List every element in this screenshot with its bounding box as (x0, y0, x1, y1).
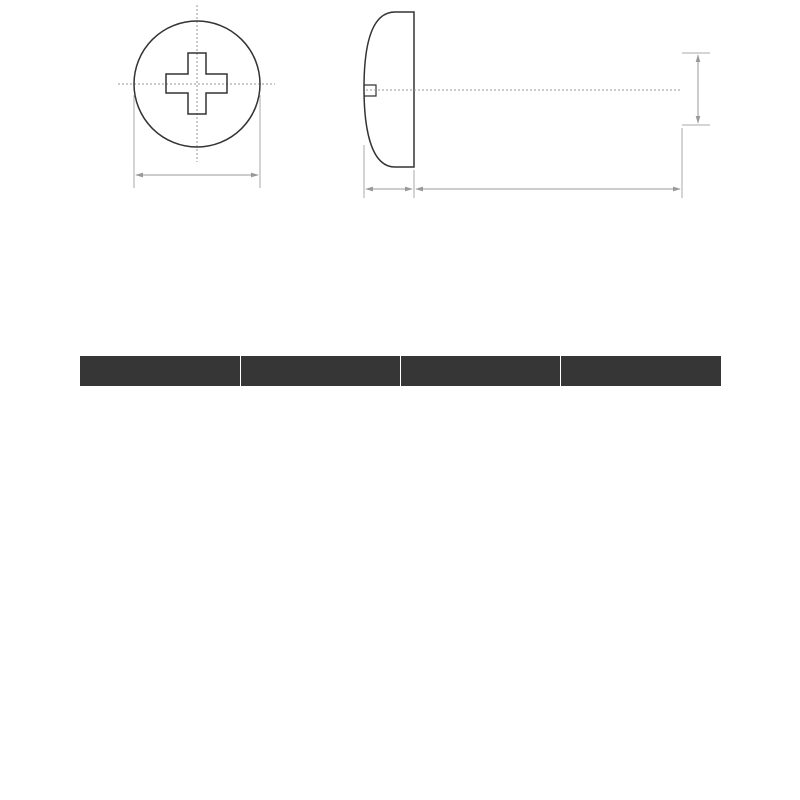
top-view (118, 5, 275, 188)
header-k (561, 356, 721, 386)
table-header-row (81, 356, 722, 386)
dimension-table (80, 356, 721, 386)
header-size (81, 356, 241, 386)
screw-diagram (0, 0, 800, 240)
side-view (364, 12, 710, 198)
header-d (241, 356, 401, 386)
header-dk (401, 356, 561, 386)
screw-head-circle (134, 21, 260, 147)
